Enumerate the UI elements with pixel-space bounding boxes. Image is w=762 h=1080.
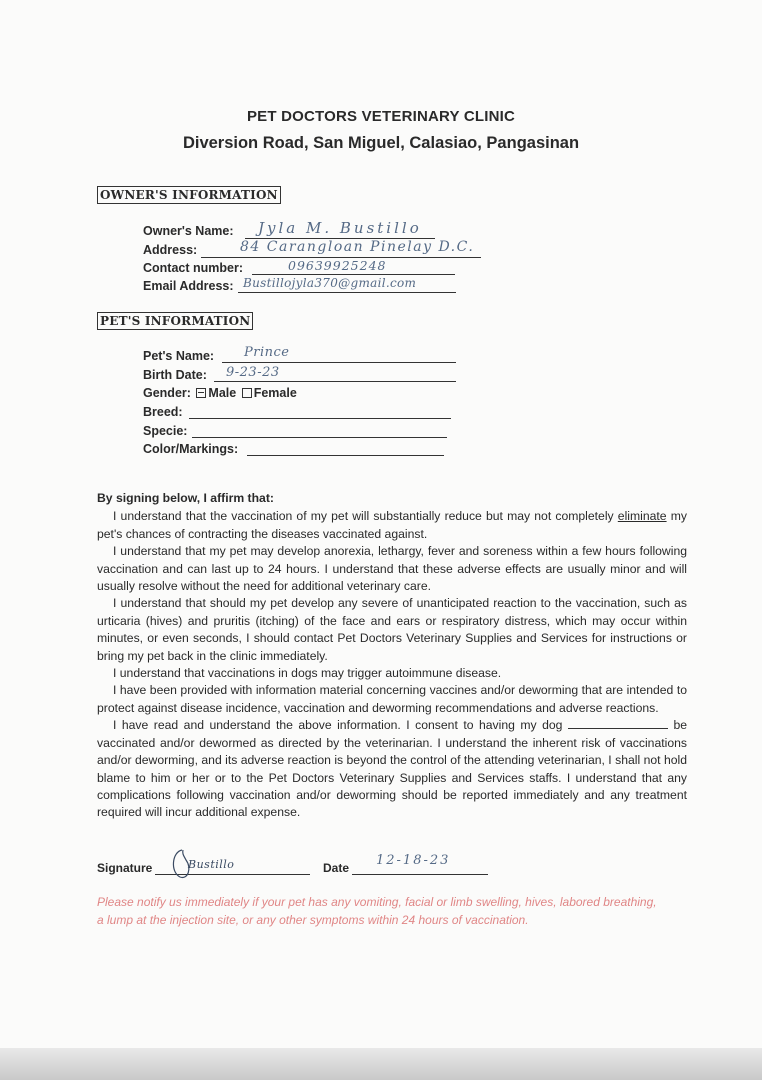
female-label: Female [253,386,297,400]
affirmation-paragraph-5: I have been provided with information material concerning vaccines and/or deworming that are intended to protect against disease incidence, vaccination and deworming recommendations and adverse reactions. [97,683,687,715]
male-checkbox[interactable] [196,388,206,398]
birth-date-line [214,381,456,382]
breed-label: Breed: [143,405,183,419]
affirmation-text [97,490,687,822]
date-value: 12-18-23 [376,853,451,868]
specie-label: Specie: [143,424,188,438]
date-label: Date [323,861,350,875]
p1-start: I understand that the vaccination of my pet will substantially reduce but may not completely [113,509,618,524]
color-markings-line [247,455,444,456]
affirmation-paragraph-4: I understand that vaccinations in dogs may trigger autoimmune disease. [113,666,502,681]
email-label: Email Address: [143,279,234,293]
owner-section-title: OWNER'S INFORMATION [97,186,281,204]
owner-name-value: Jyla M. Bustillo [258,219,422,237]
contact-label: Contact number: [143,261,243,275]
birth-date-value: 9-23-23 [226,365,280,380]
contact-value: 09639925248 [288,258,387,273]
dog-name-blank[interactable] [568,717,668,729]
specie-line [192,437,447,438]
address-value: 84 Carangloan Pinelay D.C. [240,239,475,255]
gender-row [143,386,297,400]
signature-label: Signature [97,861,153,875]
gender-label: Gender: [143,386,191,400]
scan-edge-shadow [0,1048,762,1080]
contact-line [252,274,455,275]
p6-start: I have read and understand the above information. I consent to having my dog [113,718,563,733]
post-vaccination-notice: Please notify us immediately if your pet has any vomiting, facial or limb swelling, hives, labored breathing, a lump at the injection site, or any other symptoms within 24 hours of vaccination. [97,895,657,927]
date-line [352,874,488,875]
female-checkbox[interactable] [242,388,252,398]
email-value: Bustillojyla370@gmail.com [243,276,417,290]
pet-name-line [222,362,456,363]
pet-section-title: PET'S INFORMATION [97,312,253,330]
color-markings-label: Color/Markings: [143,442,239,456]
pet-name-value: Prince [244,345,290,360]
affirmation-paragraph-2: I understand that my pet may develop anorexia, lethargy, fever and soreness within a few hours following vaccination and can last up to 24 hours. I understand that these adverse effects are usually minor and will usually resolve without the need for additional veterinary care. [97,544,687,594]
p1-underlined: eliminate [617,509,667,524]
address-label: Address: [143,243,198,257]
affirmation-paragraph-1 [97,508,687,543]
pet-name-label: Pet's Name: [143,349,215,363]
birth-date-label: Birth Date: [143,368,207,382]
clinic-name: PET DOCTORS VETERINARY CLINIC [246,108,516,125]
male-label: Male [208,386,237,400]
email-line [238,292,456,293]
p1-end: my pet's chances of contracting the diseases vaccinated against. [97,509,687,541]
affirmation-intro: By signing below, I affirm that: [97,491,274,505]
affirmation-paragraph-3: I understand that should my pet develop any severe of unanticipated reaction to the vaccination, such as urticaria (hives) and pruritis (itching) of the face and ears or respiratory distress, which may occur within minutes, or even seconds, I should contact Pet Doctors Veterinary Supplies and Services for instructions or bring my pet back in the clinic immediately. [97,596,687,663]
p6-end: be vaccinated and/or dewormed as directed by the veterinarian. I understand the inherent risk of vaccinations and/or deworming, and its adverse reaction is beyond the control of the attending veterinarian, I shall not hold blame to him or her or to the Pet Doctors Veterinary Supplies and Services staffs. I understand that any complications following vaccination and/or deworming should be reported immediately and any treatment required will incur additional expense. [97,718,688,820]
breed-line [189,418,451,419]
owner-name-label: Owner's Name: [143,224,234,238]
affirmation-paragraph-6 [97,717,687,821]
signature-value: Bustillo [188,858,235,871]
clinic-address: Diversion Road, San Miguel, Calasiao, Pangasinan [182,134,580,152]
